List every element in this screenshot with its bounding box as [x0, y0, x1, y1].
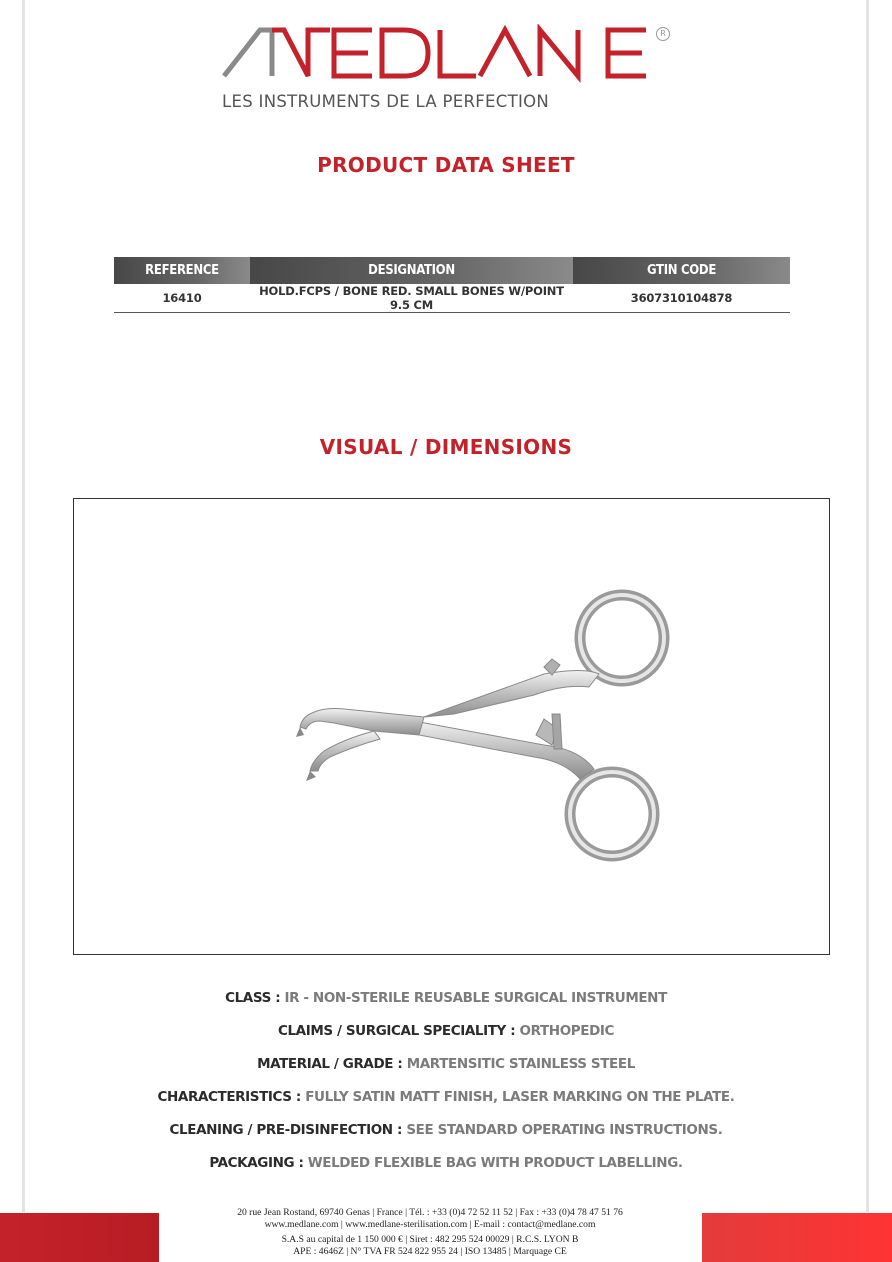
- table-row: [114, 284, 790, 313]
- column-header-gtin: GTIN CODE: [573, 257, 790, 284]
- spec-class: [0, 990, 892, 1006]
- spec-characteristics: [0, 1089, 892, 1105]
- spec-label: CHARACTERISTICS :: [157, 1089, 301, 1105]
- footer-registration: APE : 4646Z | N° TVA FR 524 822 955 24 | ISO 13485 | Marquage CE: [293, 1246, 567, 1257]
- footer-red-bar-left: [0, 1213, 159, 1262]
- product-data-sheet-title: PRODUCT DATA SHEET: [317, 153, 575, 177]
- spec-value: WELDED FLEXIBLE BAG WITH PRODUCT LABELLING.: [303, 1155, 683, 1171]
- brand-name-hidden: MEDLANE: [222, 24, 227, 25]
- reference-table: [114, 257, 790, 313]
- visual-dimensions-title: VISUAL / DIMENSIONS: [319, 435, 573, 459]
- designation-cell: HOLD.FCPS / BONE RED. SMALL BONES W/POINT 9.5 CM: [250, 284, 573, 313]
- spec-label: CLAIMS / SURGICAL SPECIALITY :: [277, 1023, 516, 1039]
- footer-red-bar-right: [702, 1213, 892, 1262]
- footer-company-info: S.A.S au capital de 1 150 000 € | Siret : 482 295 524 00029 | R.C.S. LYON B: [281, 1234, 579, 1245]
- spec-value: SEE STANDARD OPERATING INSTRUCTIONS.: [402, 1122, 723, 1138]
- spec-label: CLASS :: [225, 990, 281, 1006]
- spec-label: CLEANING / PRE-DISINFECTION :: [169, 1122, 403, 1138]
- spec-value: ORTHOPEDIC: [515, 1023, 615, 1039]
- gtin-cell: 3607310104878: [573, 284, 790, 313]
- spec-value: MARTENSITIC STAINLESS STEEL: [402, 1056, 635, 1072]
- registered-mark: R: [656, 27, 670, 41]
- spec-cleaning: [0, 1122, 892, 1138]
- column-header-reference: REFERENCE: [114, 257, 250, 284]
- spec-packaging: [0, 1155, 892, 1171]
- footer-address: 20 rue Jean Rostand, 69740 Genas | France | Tél. : +33 (0)4 72 52 11 52 | Fax : +33 (0)4 78 47 51 76: [237, 1207, 623, 1218]
- spec-label: MATERIAL / GRADE :: [257, 1056, 403, 1072]
- footer-web-email: www.medlane.com | www.medlane-sterilisation.com | E-mail : contact@medlane.com: [264, 1219, 596, 1230]
- product-visual-frame: [73, 498, 830, 955]
- spec-material: [0, 1056, 892, 1072]
- spec-value: IR - NON-STERILE REUSABLE SURGICAL INSTRUMENT: [280, 990, 667, 1006]
- spec-value: FULLY SATIN MATT FINISH, LASER MARKING ON THE PLATE.: [300, 1089, 735, 1105]
- spec-label: PACKAGING :: [209, 1155, 304, 1171]
- column-header-designation: DESIGNATION: [250, 257, 573, 284]
- medlane-wordmark: [222, 24, 662, 84]
- bone-reduction-forceps-image: [74, 499, 829, 954]
- brand-tagline: LES INSTRUMENTS DE LA PERFECTION: [222, 92, 550, 111]
- reference-cell: 16410: [114, 284, 250, 313]
- spec-claims: [0, 1023, 892, 1039]
- table-header-row: [114, 257, 790, 284]
